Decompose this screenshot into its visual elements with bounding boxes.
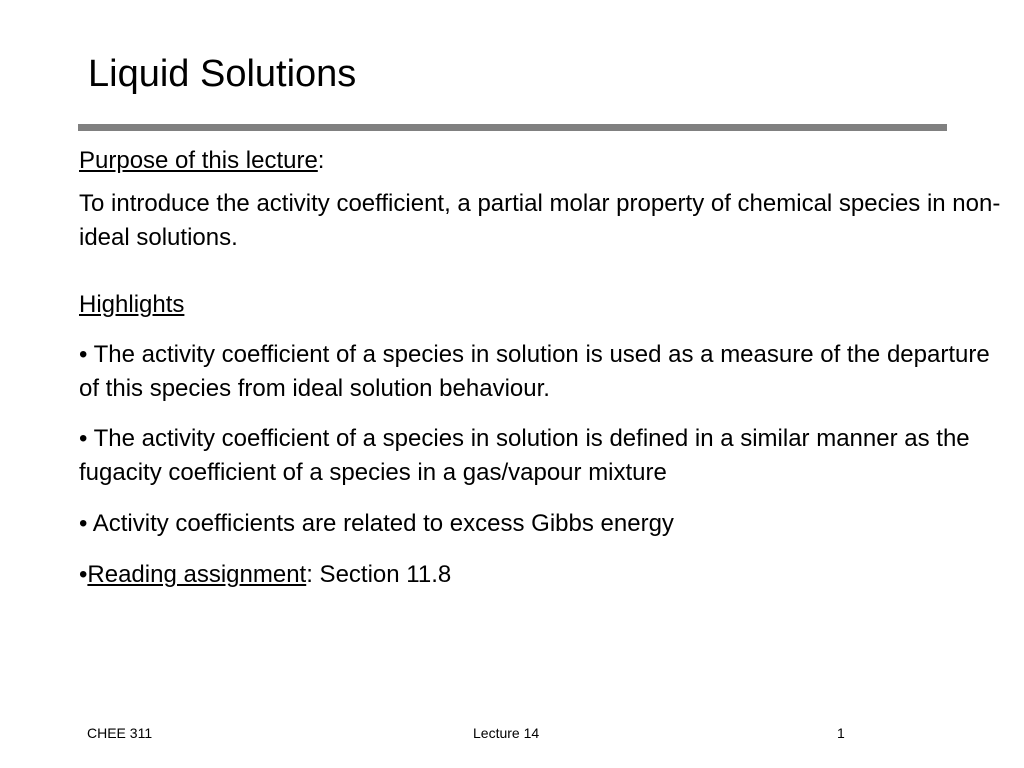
highlights-heading: Highlights — [79, 291, 185, 318]
highlights-heading-line — [79, 288, 1004, 322]
purpose-heading: Purpose of this lecture — [79, 147, 318, 174]
slide-title: Liquid Solutions — [88, 53, 357, 95]
footer-lecture: Lecture 14 — [473, 725, 540, 741]
purpose-colon: : — [317, 147, 325, 174]
highlight-bullet-2: • The activity coefficient of a species in solution is defined in a similar manner as the fugacity coefficient of a species in a gas/vapour mixture — [79, 425, 970, 486]
reading-assignment-text: : Section 11.8 — [306, 561, 452, 588]
highlight-bullet-1: • The activity coefficient of a species in solution is used as a measure of the departure of this species from ideal solution behaviour. — [79, 341, 990, 402]
footer-course: CHEE 311 — [87, 725, 153, 741]
reading-assignment-line — [79, 558, 1004, 592]
title-divider — [78, 124, 947, 131]
reading-bullet: • — [79, 561, 88, 588]
purpose-heading-line — [79, 144, 1004, 178]
slide-body — [79, 144, 1004, 592]
highlight-bullet-3: • Activity coefficients are related to excess Gibbs energy — [79, 510, 674, 537]
footer-page-number: 1 — [837, 725, 845, 741]
reading-assignment-label: Reading assignment — [87, 561, 307, 588]
purpose-text: To introduce the activity coefficient, a partial molar property of chemical species in non-ideal solutions. — [79, 190, 1001, 251]
